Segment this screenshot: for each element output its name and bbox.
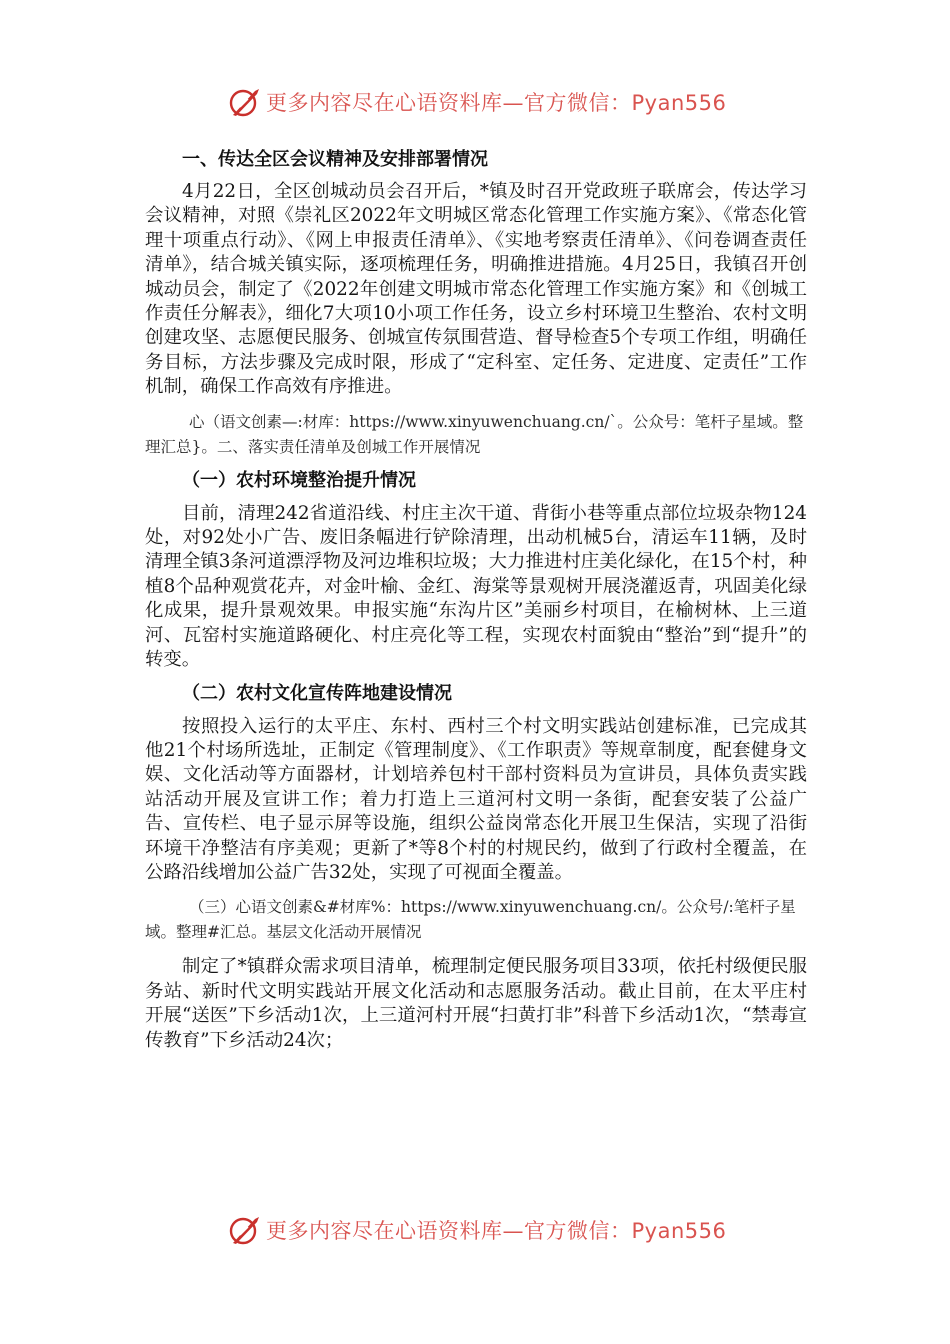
section-heading-3: （二）农村文化宣传阵地建设情况 <box>182 682 452 704</box>
quill-pen-logo-icon <box>228 1213 262 1247</box>
paragraph-rural-environment: 目前，清理242省道沿线、村庄主次干道、背街小巷等重点部位垃圾杂物124处，对92处小广告、废旧条幅进行铲除清理，出动机械5台，清运车11辆，及时清理全镇3条河道漂浮物及河边堆积垃圾；大力推进村庄美化绿化，在15个村，种植8个品种观赏花卉，对金叶榆、金红、海棠等景观树开展浇灌返青，巩固美化绿化成果，提升景观效果。申报实施“东沟片区”美丽乡村项目，在榆树林、上三道河、瓦窑村实施道路硬化、村庄亮化等工程，实现农村面貌由“整治”到“提升”的转变。 <box>145 502 807 671</box>
paragraph-grassroots-activities: 制定了*镇群众需求项目清单，梳理制定便民服务项目33项，依托村级便民服务站、新时代文明实践站开展文化活动和志愿服务活动。截止目前，在太平庄村开展“送医”下乡活动1次，上三道河村开展“扫黄打非”科普下乡活动1次，“禁毒宣传教育”下乡活动24次； <box>145 956 807 1051</box>
section-heading-2: （一）农村环境整治提升情况 <box>182 469 416 491</box>
section-heading-1: 一、传达全区会议精神及安排部署情况 <box>182 149 488 170</box>
quill-pen-logo-icon <box>228 85 262 119</box>
source-note-1: 心（语文创素—:材库：https://www.xinyuwenchuang.cn/`。公众号：笔杆子星域。整理汇总}。二、落实责任清单及创城工作开展情况 <box>145 412 804 456</box>
header-watermark-banner <box>228 82 726 122</box>
banner-text: 更多内容尽在心语资料库—官方微信：Pyan556 <box>266 1219 727 1243</box>
banner-text: 更多内容尽在心语资料库—官方微信：Pyan556 <box>266 91 727 115</box>
paragraph-cultural-propaganda: 按照投入运行的太平庄、东村、西村三个村文明实践站创建标准，已完成其他21个村场所选址，正制定《管理制度》、《工作职责》等规章制度，配套健身文娱、文化活动等方面器材，计划培养包村干部村资料员为宣讲员，具体负责实践站活动开展及宣讲工作；着力打造上三道河村文明一条街，配套安装了公益广告、宣传栏、电子显示屏等设施，组织公益岗常态化开展卫生保洁，实现了沿街环境干净整洁有序美观；更新了*等8个村的村规民约，做到了行政村全覆盖，在公路沿线增加公益广告32处，实现了可视面全覆盖。 <box>145 715 807 883</box>
paragraph-meeting-deployment: 4月22日，全区创城动员会召开后，*镇及时召开党政班子联席会，传达学习会议精神，对照《崇礼区2022年文明城区常态化管理工作实施方案》、《常态化管理十项重点行动》、《网上申报责任清单》、《实地考察责任清单》、《问卷调查责任清单》，结合城关镇实际，逐项梳理任务，明确推进措施。4月25日，我镇召开创城动员会，制定了《2022年创建文明城市常态化管理工作实施方案》和《创城工作责任分解表》，细化7大项10小项工作任务，设立乡村环境卫生整治、农村文明创建攻坚、志愿便民服务、创城宣传氛围营造、督导检查5个专项工作组，明确任务目标，方法步骤及完成时限，形成了“定科室、定任务、定进度、定责任”工作机制，确保工作高效有序推进。 <box>145 181 807 398</box>
document-body <box>145 140 807 1053</box>
source-note-2: （三）心语文创素&#材库%：https://www.xinyuwenchuang.cn/。公众号/:笔杆子星域。整理#汇总。基层文化活动开展情况 <box>145 898 796 942</box>
footer-watermark-banner <box>228 1210 726 1250</box>
